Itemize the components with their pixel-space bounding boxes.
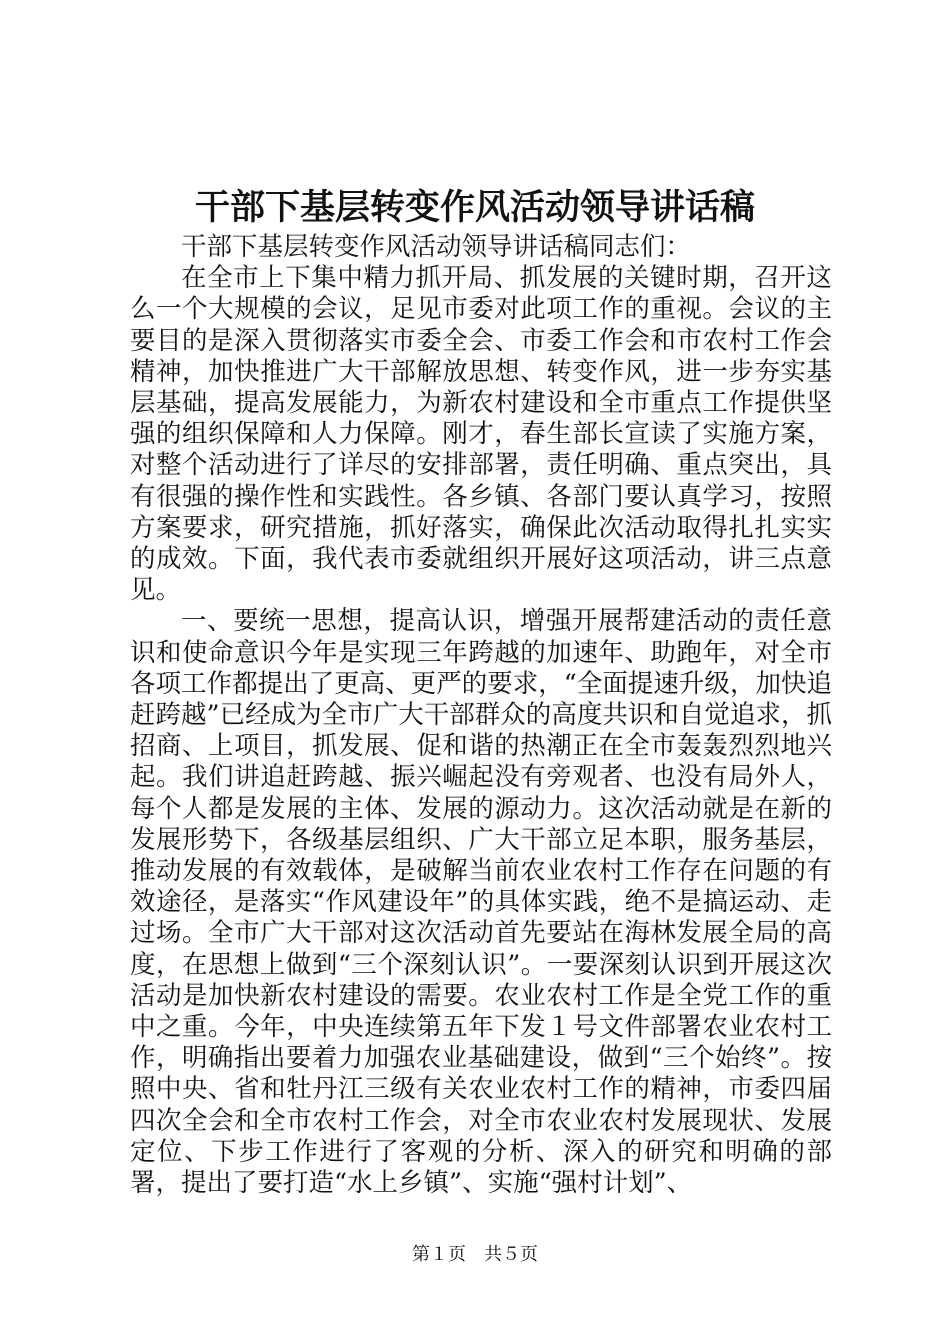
body-paragraph: 在全市上下集中精力抓开局、抓发展的关键时期，召开这么一个大规模的会议，足见市委对此项工作的重视。会议的主要目的是深入贯彻落实市委全会、市委工作会和市农村工作会精神，加快推进广大干部解放思想、转变作风，进一步夯实基层基础，提高发展能力，为新农村建设和全市重点工作提供坚强的组织保障和人力保障。刚才，春生部长宣读了实施方案，对整个活动进行了详尽的安排部署，责任明确、重点突出，具有很强的操作性和实践性。各乡镇、各部门要认真学习，按照方案要求，研究措施，抓好落实，确保此次活动取得扎扎实实的成效。下面，我代表市委就组织开展好这项活动，讲三点意见。 (130, 263, 832, 606)
body-paragraph: 一、要统一思想，提高认识，增强开展帮建活动的责任意识和使命意识今年是实现三年跨越的加速年、助跑年，对全市各项工作都提出了更高、更严的要求，“全面提速升级，加快追赶跨越”已经成为全市广大干部群众的高度共识和自觉追求，抓招商、上项目，抓发展、促和谐的热潮正在全市轰轰烈烈地兴起。我们讲追赶跨越、振兴崛起没有旁观者、也没有局外人，每个人都是发展的主体、发展的源动力。这次活动就是在新的发展形势下，各级基层组织、广大干部立足本职，服务基层，推动发展的有效载体，是破解当前农业农村工作存在问题的有效途径，是落实“作风建设年”的具体实践，绝不是搞运动、走过场。全市广大干部对这次活动首先要站在海林发展全局的高度，在思想上做到“三个深刻认识”。一要深刻认识到开展这次活动是加快新农村建设的需要。农业农村工作是全党工作的重中之重。今年，中央连续第五年下发１号文件部署农业农村工作，明确指出要着力加强农业基础建设，做到“三个始终”。按照中央、省和牡丹江三级有关农业农村工作的精神，市委四届四次全会和全市农村工作会，对全市农业农村发展现状、发展定位、下步工作进行了客观的分析、深入的研究和明确的部署，提出了要打造“水上乡镇”、实施“强村计划”、 (130, 606, 832, 1199)
document-body (130, 232, 832, 1199)
page-footer: 第１页 共５页 (412, 1244, 538, 1265)
document-title: 干部下基层转变作风活动领导讲话稿 (194, 187, 755, 228)
salutation-paragraph: 干部下基层转变作风活动领导讲话稿同志们： (181, 232, 692, 262)
